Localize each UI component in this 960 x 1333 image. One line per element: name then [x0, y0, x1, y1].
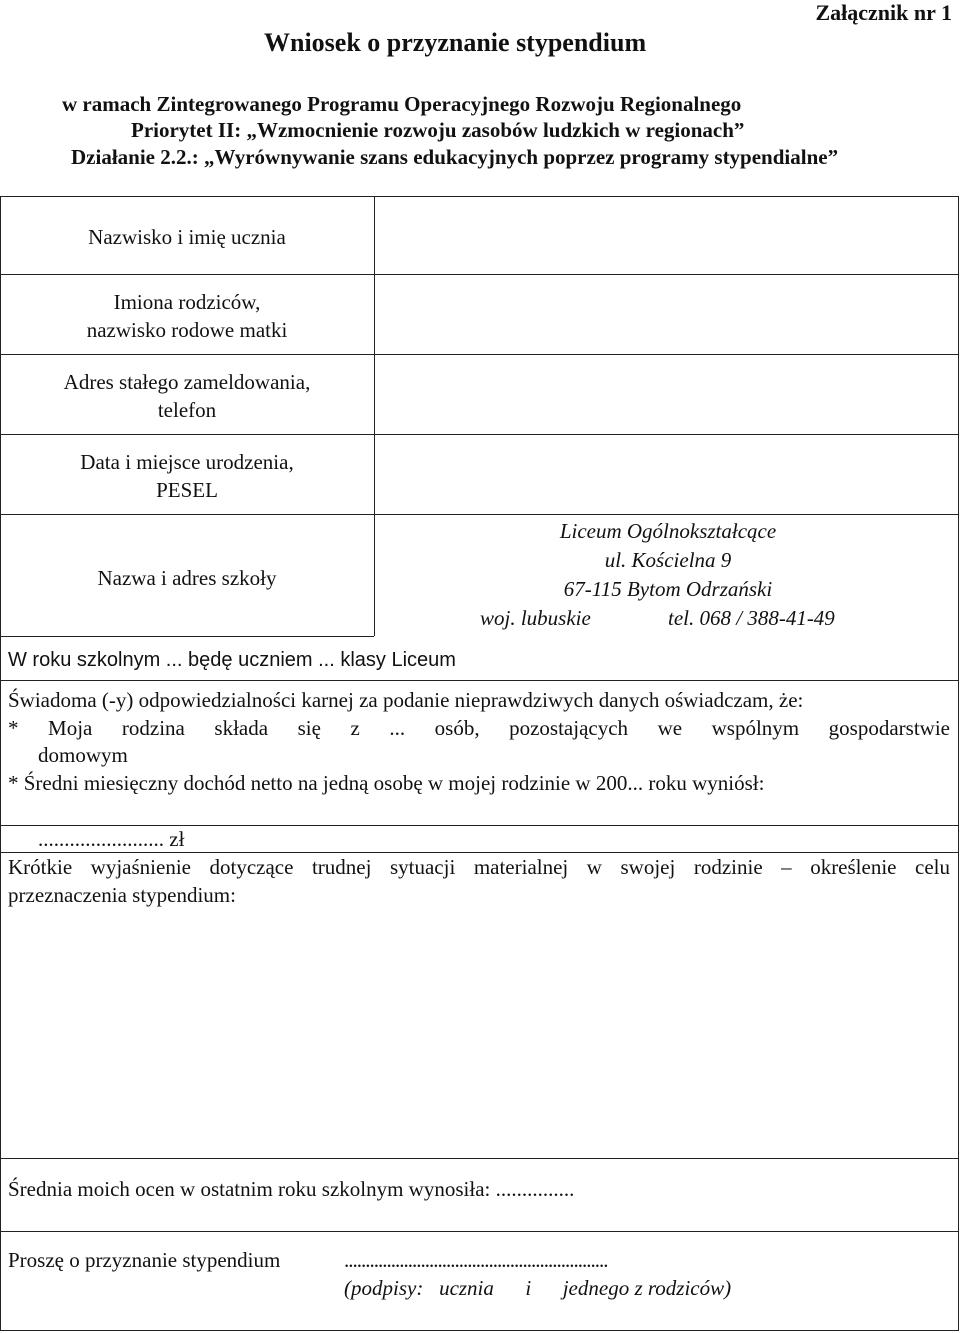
family-size-line-cont: domowym: [38, 743, 128, 767]
priority-subtitle: Priorytet II: „Wzmocnienie rozwoju zasobów ludzkich w regionach”: [131, 118, 745, 142]
student-name-field[interactable]: [375, 197, 959, 273]
income-value: ........................ zł: [38, 827, 185, 851]
school-value: [478, 517, 858, 604]
parents-label-line1: Imiona rodziców,: [113, 290, 261, 314]
row-divider: [0, 514, 959, 515]
row-divider: [0, 636, 374, 637]
parents-label-line2: nazwisko rodowe matki: [86, 318, 288, 342]
request-label: Proszę o przyznanie stypendium: [8, 1248, 281, 1272]
birth-label-line1: Data i miejsce urodzenia,: [80, 450, 294, 474]
school-label: Nazwa i adres szkoły: [97, 566, 277, 590]
row-divider: [0, 1158, 959, 1159]
income-line: * Średni miesięczny dochód netto na jedną osobę w mojej rodzinie w 200... roku wyniósł:: [8, 771, 765, 795]
action-subtitle: Działanie 2.2.: „Wyrównywanie szans edukacyjnych poprzez programy stypendialne”: [71, 145, 839, 169]
student-name-label: Nazwisko i imię ucznia: [88, 225, 286, 249]
signature-note: (podpisy: ucznia i jednego z rodziców): [344, 1276, 732, 1300]
school-name: Liceum Ogólnokształcące: [559, 519, 777, 543]
parents-label: [0, 288, 374, 344]
birth-label-line2: PESEL: [156, 478, 218, 502]
explanation-prompt-cont: przeznaczenia stypendium:: [8, 883, 236, 907]
school-phone: tel. 068 / 388-41-49: [668, 606, 835, 630]
birth-label: [0, 448, 374, 504]
school-city: 67-115 Bytom Odrzański: [563, 577, 773, 601]
school-region: woj. lubuskie: [480, 606, 591, 630]
address-field[interactable]: [375, 355, 959, 433]
annex-label: Załącznik nr 1: [815, 0, 952, 25]
address-label-line2: telefon: [157, 398, 217, 422]
document-title: Wniosek o przyznanie stypendium: [264, 28, 647, 57]
row-divider: [0, 1231, 959, 1232]
row-divider: [0, 680, 959, 681]
explanation-prompt: Krótkie wyjaśnienie dotyczące trudnej sytuacji materialnej w swojej rodzinie – określenie celu: [8, 855, 950, 879]
signature-line[interactable]: ..............................................................: [344, 1248, 608, 1272]
explanation-field[interactable]: [1, 912, 958, 1156]
family-size-line: * Moja rodzina składa się z ... osób, pozostających we wspólnym gospodarstwie: [8, 716, 950, 740]
grade-average-line: Średnia moich ocen w ostatnim roku szkolnym wynosiła: ...............: [8, 1177, 575, 1201]
school-year-line: W roku szkolnym ... będę uczniem ... klasy Liceum: [8, 649, 456, 671]
address-label-line1: Adres stałego zameldowania,: [63, 370, 311, 394]
parents-field[interactable]: [375, 275, 959, 353]
declaration-text: Świadoma (-y) odpowiedzialności karnej za podanie nieprawdziwych danych oświadczam, że:: [8, 688, 804, 712]
address-label: [0, 368, 374, 424]
program-subtitle: w ramach Zintegrowanego Programu Operacyjnego Rozwoju Regionalnego: [62, 92, 742, 116]
school-street: ul. Kościelna 9: [604, 548, 732, 572]
birth-field[interactable]: [375, 435, 959, 513]
